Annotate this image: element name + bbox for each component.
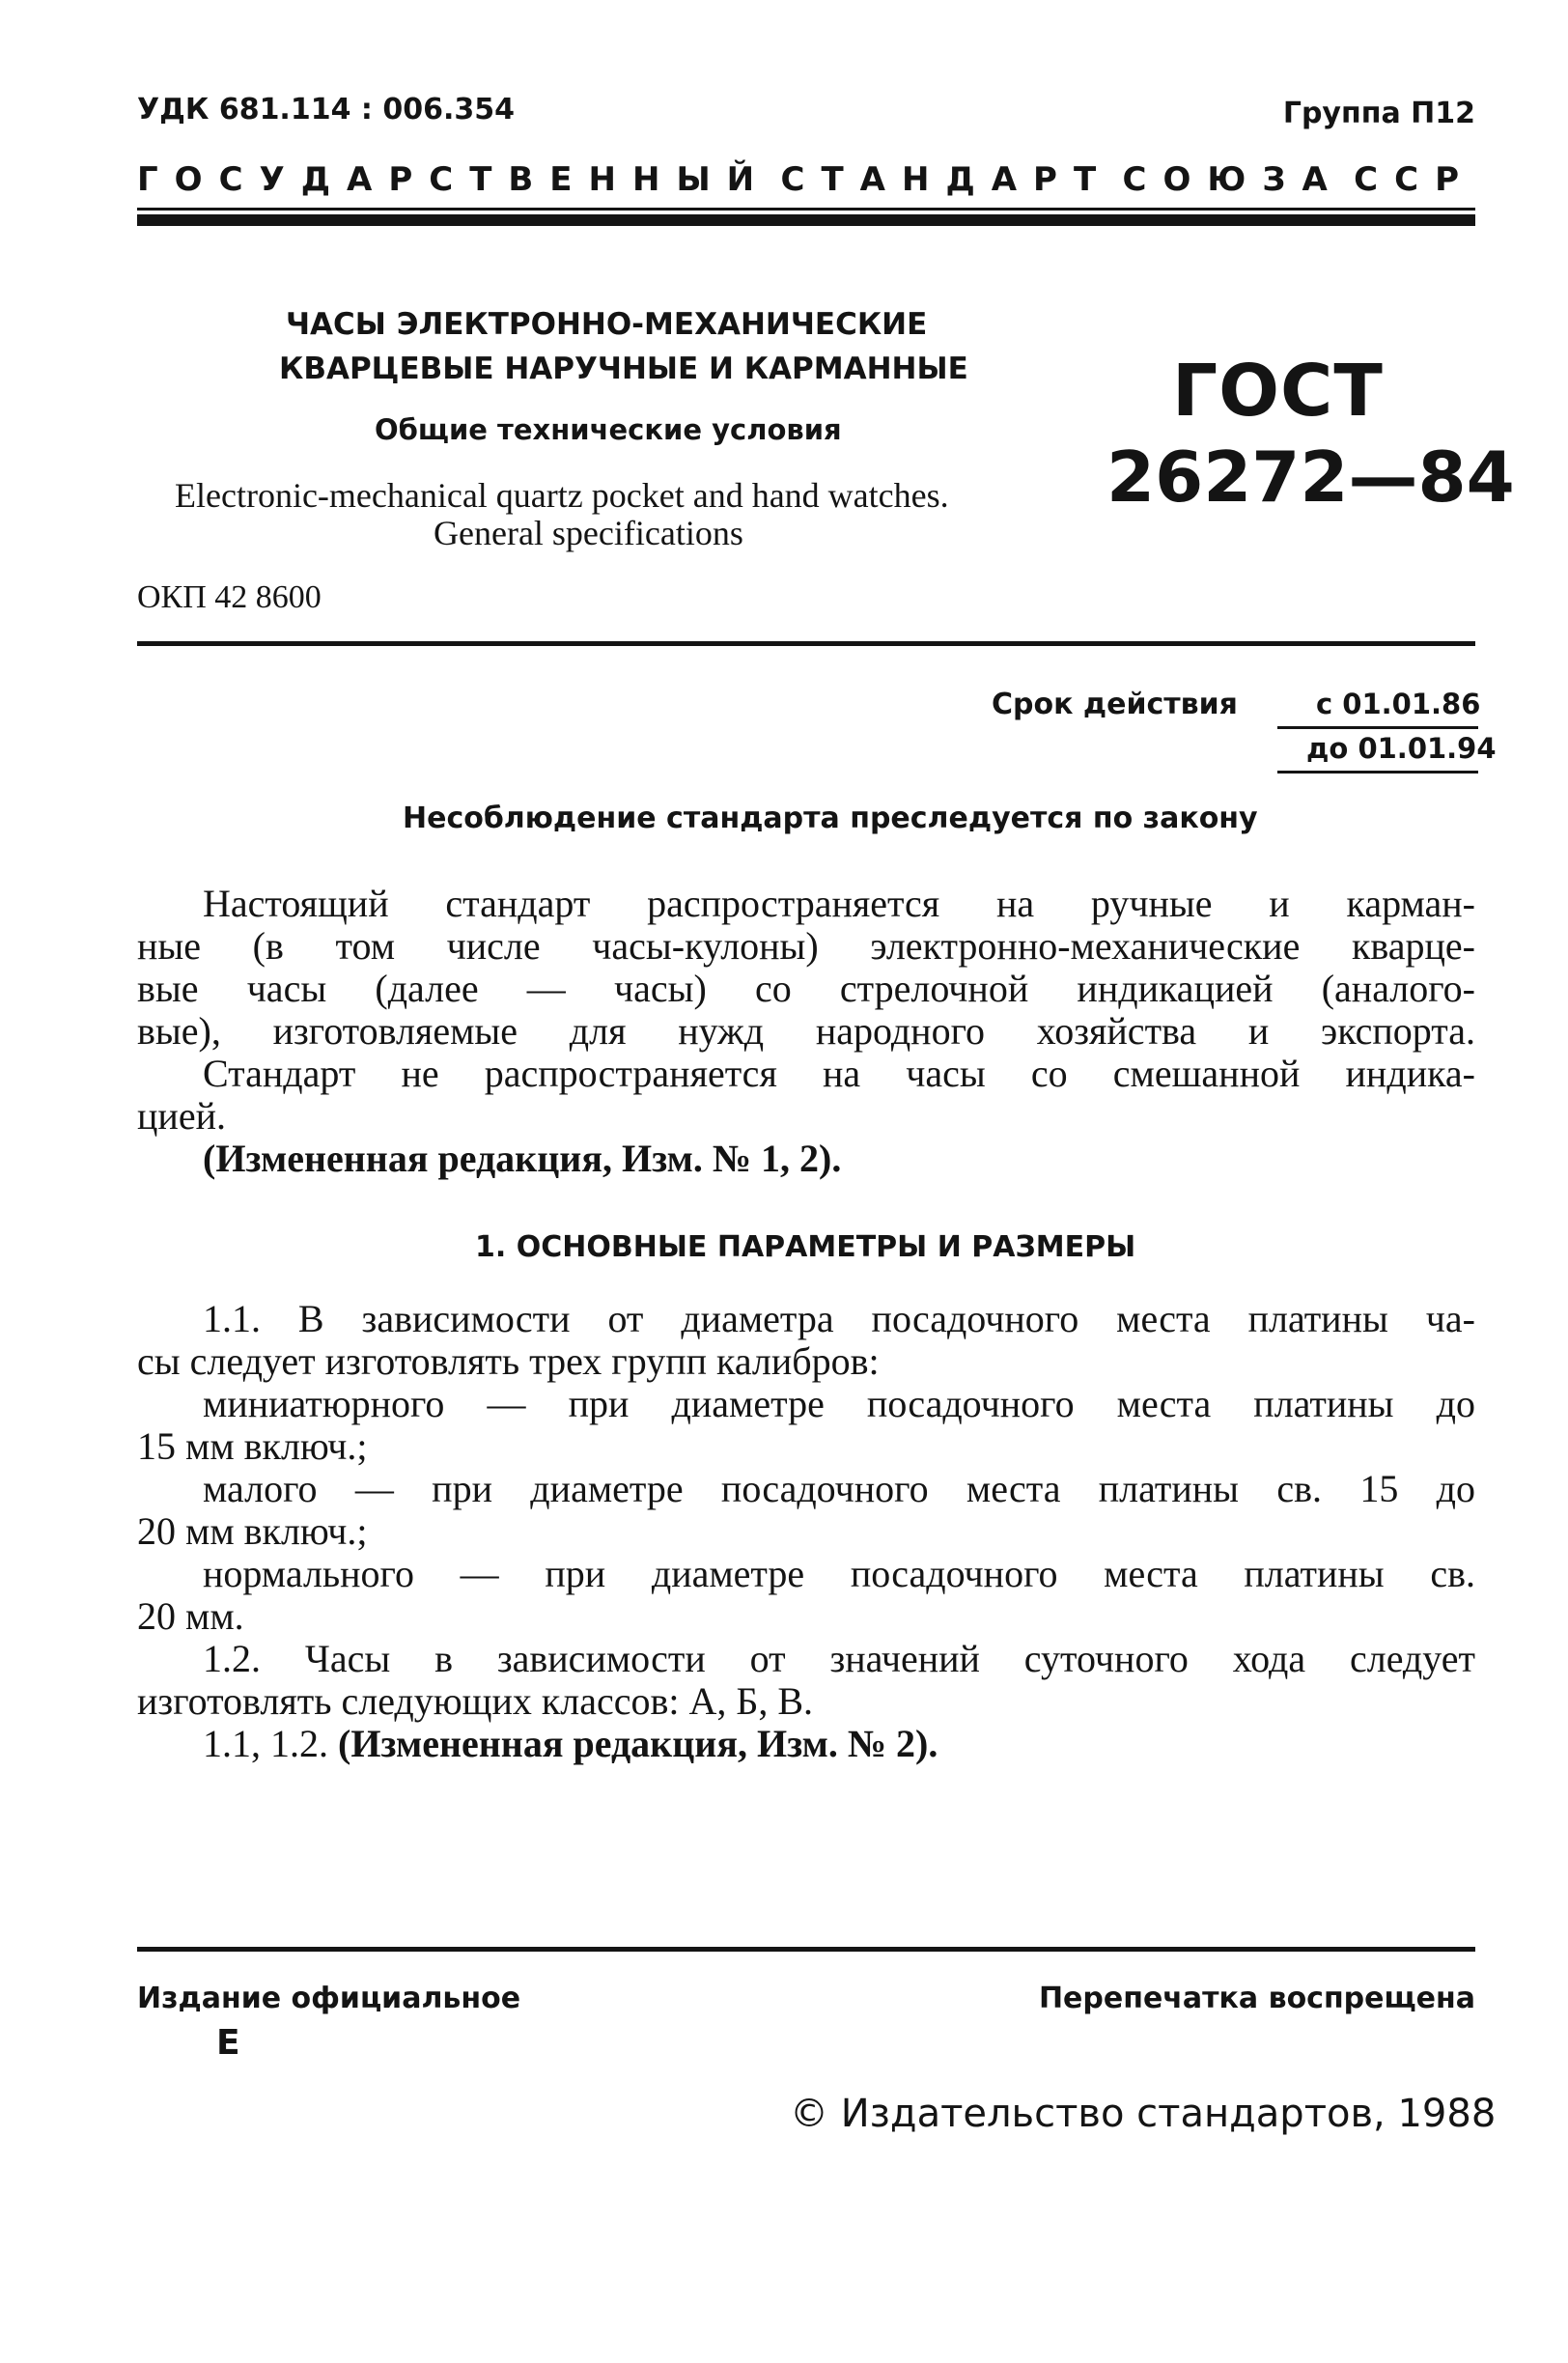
text-line: миниатюрного — при диаметре посадочного места платины до bbox=[203, 1382, 1475, 1425]
text-line: 15 мм включ.; bbox=[137, 1424, 368, 1468]
edit-note-text: (Измененная редакция, Изм. № 2). bbox=[338, 1722, 938, 1765]
text-line: вые часы (далее — часы) со стрелочной индикацией (аналого- bbox=[137, 967, 1475, 1010]
section-1-heading: 1. ОСНОВНЫЕ ПАРАМЕТРЫ И РАЗМЕРЫ bbox=[475, 1230, 1136, 1264]
text-line: 1.1. В зависимости от диаметра посадочного места платины ча- bbox=[203, 1297, 1475, 1340]
edition-label: Издание официальное bbox=[137, 1982, 521, 2015]
validity-to: до 01.01.94 bbox=[1306, 732, 1497, 765]
english-title-line-2: General specifications bbox=[434, 514, 743, 552]
banner-word: СОЮЗА bbox=[1122, 160, 1344, 199]
banner-word: ССР bbox=[1354, 160, 1475, 199]
edition-mark: Е bbox=[216, 2023, 240, 2063]
validity-rule-2 bbox=[1277, 771, 1478, 774]
udk-code: УДК 681.114 : 006.354 bbox=[137, 93, 515, 127]
gost-label: ГОСТ bbox=[1172, 350, 1384, 433]
validity-from: с 01.01.86 bbox=[1316, 688, 1481, 720]
header-rule-thin bbox=[137, 208, 1475, 211]
banner-word: ГОСУДАРСТВЕННЫЙ bbox=[137, 160, 771, 199]
text-line: цией. bbox=[137, 1094, 226, 1138]
banner-word: СТАНДАРТ bbox=[780, 160, 1113, 199]
text-line: 20 мм включ.; bbox=[137, 1509, 368, 1553]
document-title-line-1: ЧАСЫ ЭЛЕКТРОННО-МЕХАНИЧЕСКИЕ bbox=[286, 307, 928, 342]
edit-reference: 1.1, 1.2. bbox=[203, 1722, 328, 1765]
text-line: 1.2. Часы в зависимости от значений суточного хода следует bbox=[203, 1637, 1475, 1680]
group-code: Группа П12 bbox=[1282, 97, 1475, 130]
validity-rule-1 bbox=[1277, 726, 1478, 729]
state-standard-banner bbox=[137, 160, 1475, 199]
english-title-line-1: Electronic-mechanical quartz pocket and hand watches. bbox=[175, 476, 949, 515]
intro-edit-note: (Измененная редакция, Изм. № 1, 2). bbox=[203, 1137, 842, 1180]
text-line: ные (в том числе часы-кулоны) электронно-механические кварце- bbox=[137, 924, 1475, 968]
validity-label: Срок действия bbox=[992, 688, 1238, 721]
text-line: Стандарт не распространяется на часы со смешанной индика- bbox=[203, 1052, 1475, 1095]
text-line: Настоящий стандарт распространяется на ручные и карман- bbox=[203, 882, 1475, 925]
header-rule-thick bbox=[137, 214, 1475, 226]
title-rule bbox=[137, 641, 1475, 646]
publisher-copyright: © Издательство стандартов, 1988 bbox=[790, 2092, 1497, 2136]
intro-paragraph bbox=[137, 883, 1475, 1138]
section-1-edit-note bbox=[203, 1721, 938, 1766]
section-1-body bbox=[137, 1298, 1475, 1723]
gost-number: 26272—84 bbox=[1106, 436, 1515, 518]
okp-code: ОКП 42 8600 bbox=[137, 579, 322, 615]
legal-notice: Несоблюдение стандарта преследуется по закону bbox=[403, 802, 1258, 835]
text-line: нормального — при диаметре посадочного места платины св. bbox=[203, 1552, 1475, 1595]
text-line: малого — при диаметре посадочного места платины св. 15 до bbox=[203, 1467, 1475, 1510]
footer-rule bbox=[137, 1947, 1475, 1952]
text-line: 20 мм. bbox=[137, 1594, 244, 1638]
text-line: сы следует изготовлять трех групп калибров: bbox=[137, 1339, 880, 1383]
reprint-notice: Перепечатка воспрещена bbox=[1038, 1982, 1475, 2015]
document-subtitle: Общие технические условия bbox=[375, 413, 842, 446]
text-line: изготовлять следующих классов: А, Б, В. bbox=[137, 1679, 814, 1723]
text-line: вые), изготовляемые для нужд народного хозяйства и экспорта. bbox=[137, 1009, 1475, 1053]
document-title-line-2: КВАРЦЕВЫЕ НАРУЧНЫЕ И КАРМАННЫЕ bbox=[279, 352, 968, 386]
